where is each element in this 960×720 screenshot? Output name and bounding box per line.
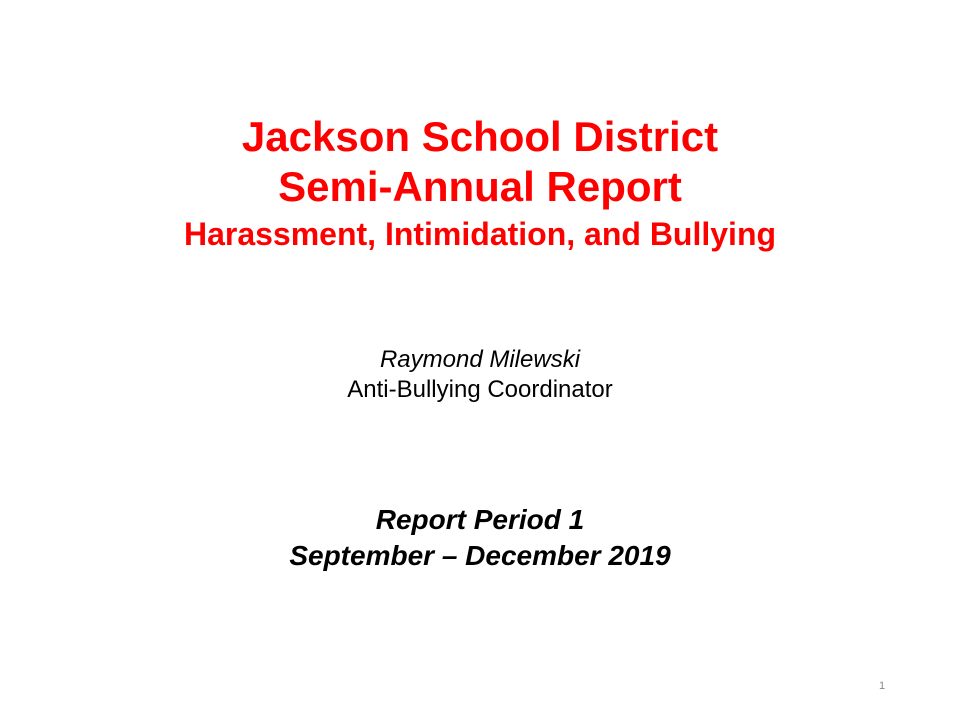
title-report: Semi-Annual Report bbox=[278, 163, 682, 210]
report-period-dates: September – December 2019 bbox=[289, 540, 671, 571]
presenter-name: Raymond Milewski bbox=[379, 346, 581, 373]
slide-number: 1 bbox=[878, 680, 886, 692]
title-district: Jackson School District bbox=[241, 113, 719, 160]
title-block bbox=[0, 112, 960, 254]
presenter-role: Anti-Bullying Coordinator bbox=[347, 376, 613, 403]
report-period-block bbox=[0, 502, 960, 574]
title-topic: Harassment, Intimidation, and Bullying bbox=[183, 216, 777, 252]
presenter-block bbox=[0, 345, 960, 405]
report-period-label: Report Period 1 bbox=[375, 504, 585, 535]
